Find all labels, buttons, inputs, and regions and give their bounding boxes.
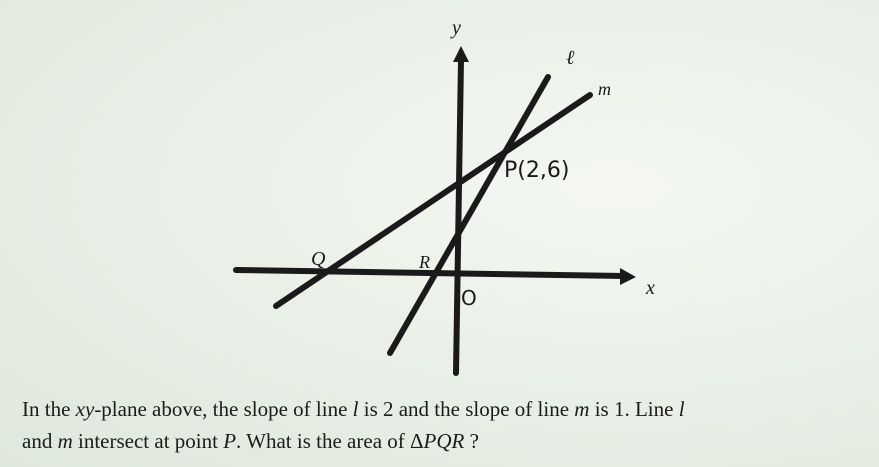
- question-part: ?: [464, 429, 479, 453]
- y-axis-arrowhead: [453, 46, 469, 62]
- question-part: and: [22, 429, 58, 453]
- question-line-m: m: [574, 397, 590, 421]
- x-axis-label: x: [646, 277, 655, 299]
- x-axis-arrowhead: [620, 268, 636, 285]
- question-part: -plane above, the slope of line: [94, 397, 353, 421]
- question-xy: xy: [75, 397, 95, 421]
- point-p-label: P(2,6): [504, 158, 570, 183]
- question-part: . What is the area of Δ: [236, 429, 424, 453]
- line-m-label: m: [598, 79, 611, 99]
- line-l-label: ℓ: [566, 47, 575, 69]
- question-part: is 2 and the slope of line: [358, 397, 575, 421]
- question-triangle-name: PQR: [423, 429, 465, 453]
- point-q-label: Q: [311, 248, 326, 270]
- y-axis-label: y: [452, 17, 461, 39]
- question-part: In the: [22, 397, 76, 421]
- question-text: [22, 393, 872, 457]
- x-axis: [236, 270, 625, 276]
- question-line-m: m: [57, 429, 73, 453]
- question-part: is 1. Line: [589, 397, 679, 421]
- point-r-label: R: [419, 252, 430, 272]
- question-line-l: l: [352, 397, 359, 421]
- origin-label: O: [461, 286, 477, 310]
- question-part: intersect at point: [72, 429, 224, 453]
- y-axis: [456, 60, 461, 373]
- question-line-l: l: [678, 397, 685, 421]
- question-point-p: P: [223, 429, 237, 453]
